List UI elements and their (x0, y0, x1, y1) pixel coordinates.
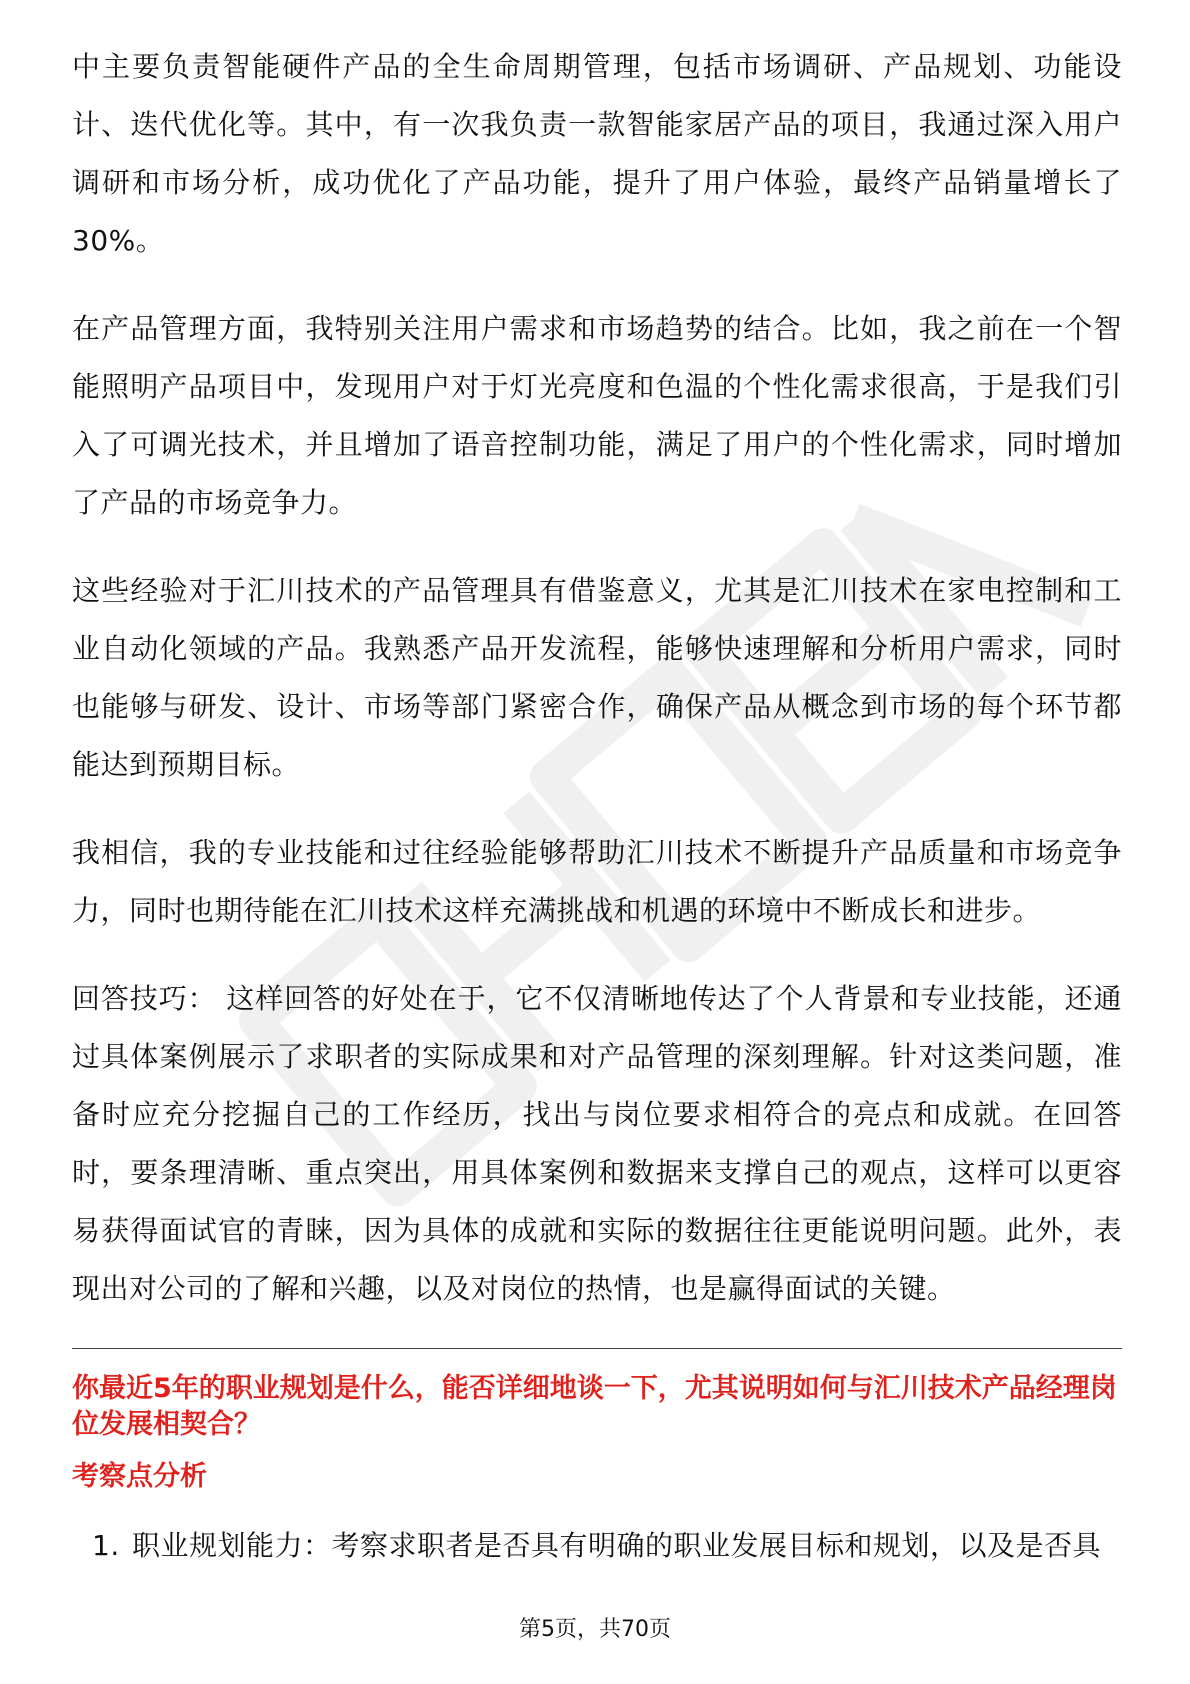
paragraph-experience: 中主要负责智能硬件产品的全生命周期管理，包括市场调研、产品规划、功能设计、迭代优化等。其中，有一次我负责一款智能家居产品的项目，我通过深入用户调研和市场分析，成功优化了产品功能，提升了用户体验，最终产品销量增长了30%。 (72, 50, 1122, 257)
paragraph-relevance: 这些经验对于汇川技术的产品管理具有借鉴意义，尤其是汇川技术在家电控制和工业自动化领域的产品。我熟悉产品开发流程，能够快速理解和分析用户需求，同时也能够与研发、设计、市场等部门紧密合作，确保产品从概念到市场的每个环节都能达到预期目标。 (72, 574, 1122, 781)
analysis-heading: 考察点分析 (72, 1461, 207, 1492)
analysis-list (72, 1517, 1122, 1575)
paragraph-belief: 我相信，我的专业技能和过往经验能够帮助汇川技术不断提升产品质量和市场竞争力，同时也期待能在汇川技术这样充满挑战和机遇的环境中不断成长和进步。 (72, 836, 1122, 927)
page-footer: 第5页，共70页 (519, 1617, 671, 1642)
section-divider (72, 1348, 1122, 1349)
list-item-number: 1. (92, 1529, 120, 1562)
paragraph-product-management: 在产品管理方面，我特别关注用户需求和市场趋势的结合。比如，我之前在一个智能照明产品项目中，发现用户对于灯光亮度和色温的个性化需求很高，于是我们引入了可调光技术，并且增加了语音控制功能，满足了用户的个性化需求，同时增加了产品的市场竞争力。 (72, 312, 1122, 519)
list-item (72, 1517, 1122, 1575)
question-heading: 你最近5年的职业规划是什么，能否详细地谈一下，尤其说明如何与汇川技术产品经理岗位发展相契合？ (72, 1373, 1117, 1440)
list-item-text: 职业规划能力：考察求职者是否具有明确的职业发展目标和规划，以及是否具 (132, 1529, 1102, 1562)
paragraph-answer-tips: 回答技巧： 这样回答的好处在于，它不仅清晰地传达了个人背景和专业技能，还通过具体案例展示了求职者的实际成果和对产品管理的深刻理解。针对这类问题，准备时应充分挖掘自己的工作经历，找出与岗位要求相符合的亮点和成就。在回答时，要条理清晰、重点突出，用具体案例和数据来支撑自己的观点，这样可以更容易获得面试官的青睐，因为具体的成就和实际的数据往往更能说明问题。此外，表现出对公司的了解和兴趣，以及对岗位的热情，也是赢得面试的关键。 (72, 982, 1122, 1305)
document-page (72, 38, 1122, 1575)
